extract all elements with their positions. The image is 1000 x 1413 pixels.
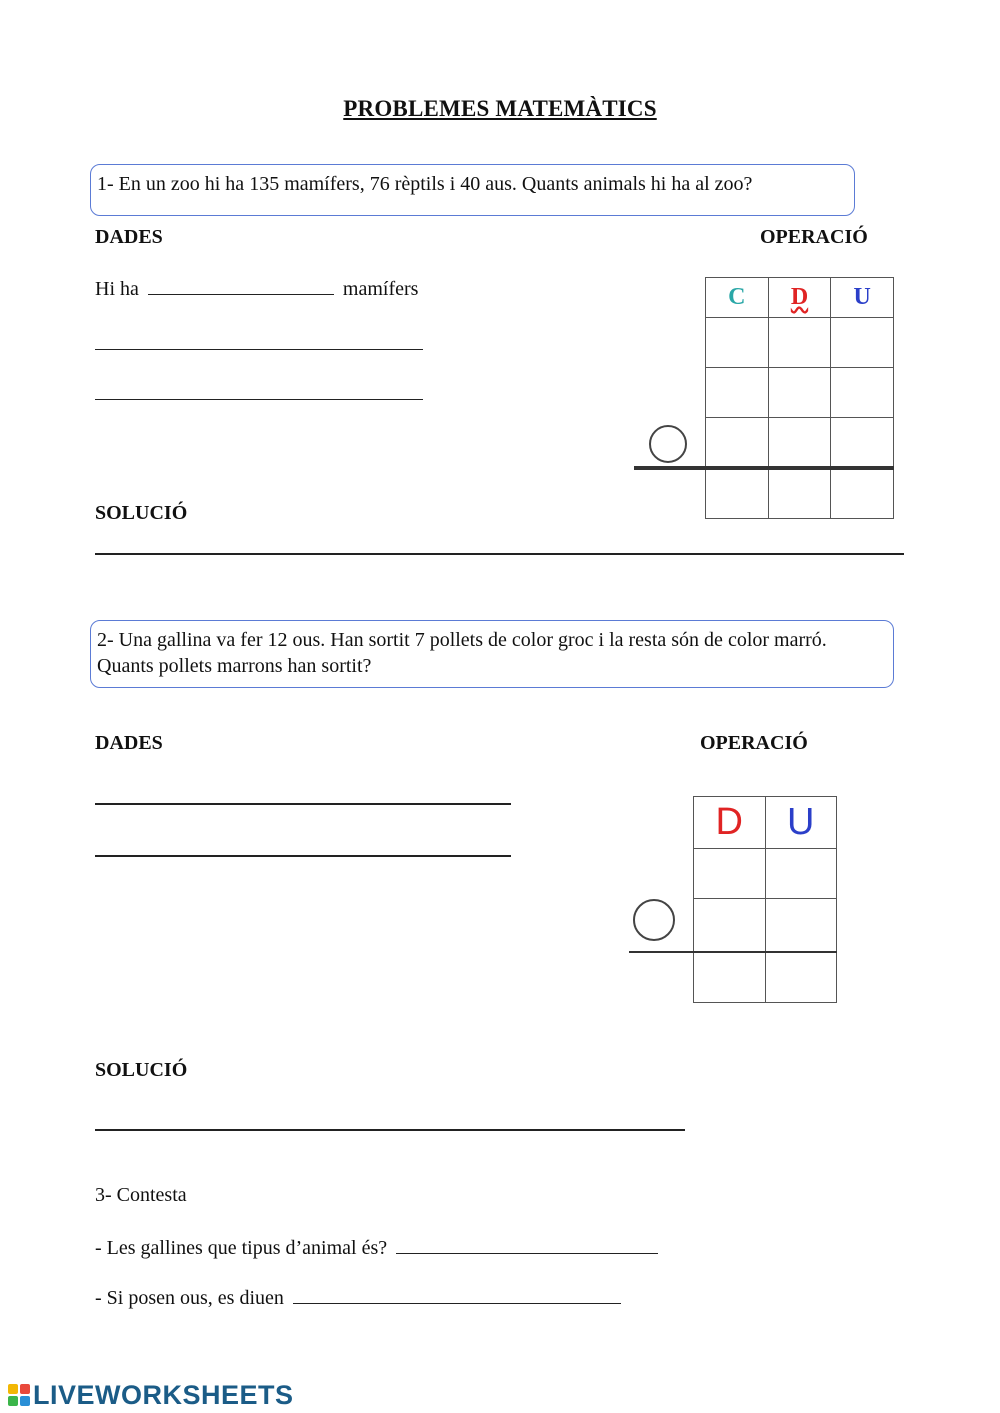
grid2-cell[interactable] xyxy=(694,899,766,953)
grid1-header-c: C xyxy=(706,278,769,318)
problem1-operator-circle[interactable] xyxy=(649,425,687,463)
problem3-question-1 xyxy=(95,1235,658,1260)
problem2-operacio-label: OPERACIÓ xyxy=(700,732,808,754)
problem1-solucio-label: SOLUCIÓ xyxy=(95,502,188,524)
problem1-sum-line xyxy=(634,466,894,470)
problem1-mamifers-blank[interactable] xyxy=(148,276,334,295)
grid2-cell[interactable] xyxy=(765,899,837,953)
problem1-data-line-3[interactable] xyxy=(95,398,423,400)
grid1-cell[interactable] xyxy=(706,318,769,368)
grid2-header-u: U xyxy=(765,797,837,849)
problem2-question: 2- Una gallina va fer 12 ous. Han sortit 7 pollets de color groc i la resta són de color marró. Quants pollets marrons han sortit? xyxy=(97,629,827,677)
problem2-operation-grid xyxy=(693,796,837,1003)
problem2-solucio-label: SOLUCIÓ xyxy=(95,1059,188,1081)
problem1-line1-prefix: Hi ha xyxy=(95,278,139,300)
problem2-dades-label: DADES xyxy=(95,732,163,754)
problem1-dades-label: DADES xyxy=(95,226,163,248)
liveworksheets-logo[interactable] xyxy=(8,1378,294,1412)
grid1-cell[interactable] xyxy=(706,418,769,469)
grid1-result-cell[interactable] xyxy=(831,469,894,519)
problem1-solution-line[interactable] xyxy=(95,552,904,555)
grid1-cell[interactable] xyxy=(831,368,894,418)
grid1-header-u: U xyxy=(831,278,894,318)
problem1-operacio-label: OPERACIÓ xyxy=(760,226,868,248)
problem3-title: 3- Contesta xyxy=(95,1184,187,1206)
liveworksheets-logo-icon xyxy=(8,1384,30,1406)
grid1-cell[interactable] xyxy=(706,368,769,418)
problem2-solution-line[interactable] xyxy=(95,1128,685,1131)
problem1-line1-suffix: mamífers xyxy=(342,278,419,300)
grid1-cell[interactable] xyxy=(831,418,894,469)
problem2-question-box xyxy=(90,620,894,688)
grid1-header-d: D xyxy=(768,278,831,318)
grid1-result-cell[interactable] xyxy=(768,469,831,519)
problem1-data-line-2[interactable] xyxy=(95,348,423,350)
problem1-question: 1- En un zoo hi ha 135 mamífers, 76 rèptils i 40 aus. Quants animals hi ha al zoo? xyxy=(97,173,753,195)
grid1-cell[interactable] xyxy=(768,318,831,368)
problem3-q2-answer[interactable] xyxy=(293,1285,621,1304)
grid1-result-cell[interactable] xyxy=(706,469,769,519)
problem2-data-line-2[interactable] xyxy=(95,854,511,857)
grid2-cell[interactable] xyxy=(765,849,837,899)
problem3-q1-text: - Les gallines que tipus d’animal és? xyxy=(95,1237,388,1259)
grid1-cell[interactable] xyxy=(768,418,831,469)
grid2-result-cell[interactable] xyxy=(765,953,837,1003)
problem3-question-2 xyxy=(95,1285,621,1310)
grid2-result-cell[interactable] xyxy=(694,953,766,1003)
grid1-cell[interactable] xyxy=(768,368,831,418)
problem1-question-box xyxy=(90,164,855,216)
problem1-operation-grid xyxy=(705,277,894,519)
grid1-cell[interactable] xyxy=(831,318,894,368)
problem2-subtraction-line xyxy=(629,951,837,953)
liveworksheets-brand-text: LIVEWORKSHEETS xyxy=(33,1379,294,1410)
problem2-data-line-1[interactable] xyxy=(95,802,511,805)
problem2-operator-circle[interactable] xyxy=(633,899,675,941)
problem3-q1-answer[interactable] xyxy=(396,1235,658,1254)
problem3-q2-text: - Si posen ous, es diuen xyxy=(95,1287,284,1309)
problem1-data-line-1 xyxy=(95,276,418,301)
page-title: PROBLEMES MATEMÀTICS xyxy=(343,96,657,121)
grid2-cell[interactable] xyxy=(694,849,766,899)
grid2-header-d: D xyxy=(694,797,766,849)
